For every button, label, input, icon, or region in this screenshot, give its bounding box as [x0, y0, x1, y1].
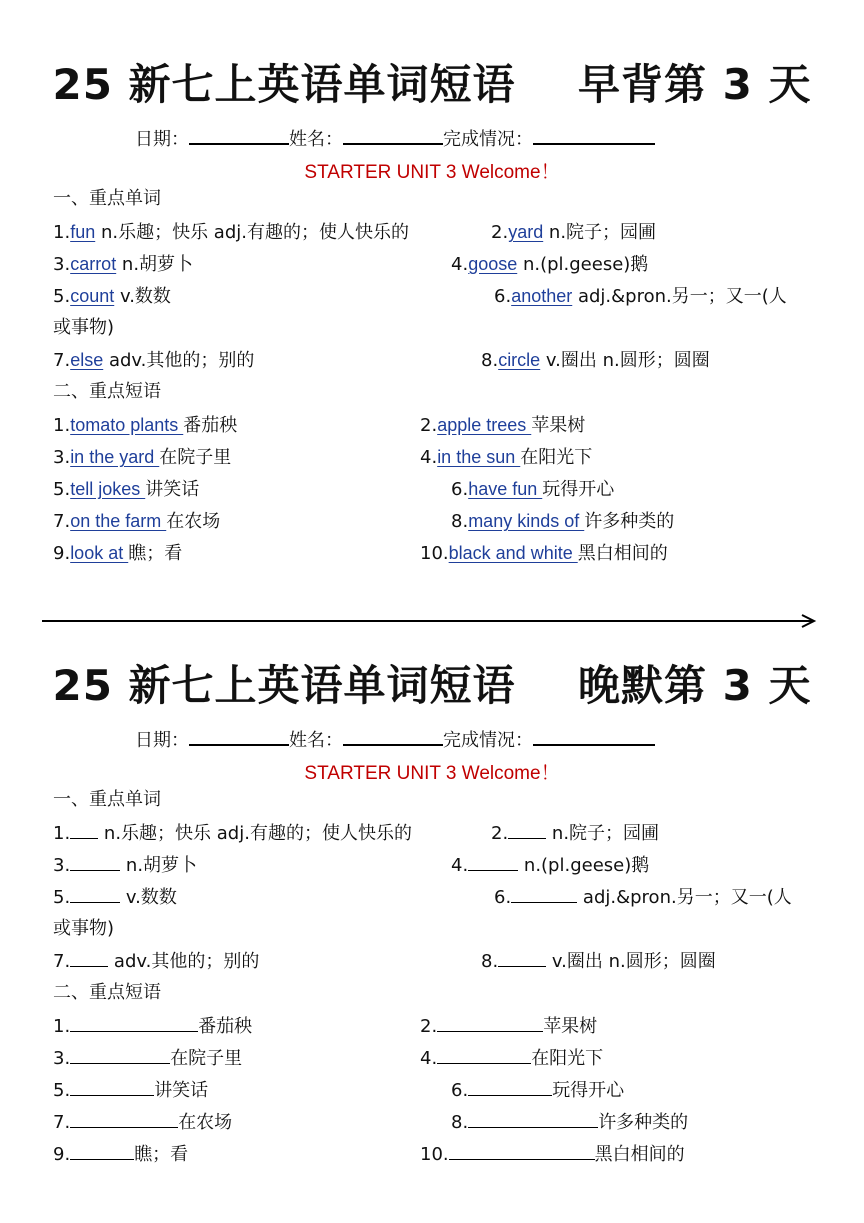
morning-phrase-5 — [53, 480, 199, 499]
evening-word-3 — [53, 856, 197, 875]
definition: v.圈出 n.圆形；圆圈 — [546, 951, 716, 972]
answer-blank[interactable] — [508, 824, 546, 839]
item-number: 5. — [53, 887, 71, 908]
name-label: 姓名： — [289, 129, 343, 150]
morning-unit-title: STARTER UNIT 3 Welcome！ — [304, 162, 560, 183]
definition: 在阳光下 — [531, 1048, 604, 1069]
answer-blank[interactable] — [511, 888, 577, 903]
answer-blank[interactable] — [437, 1017, 543, 1032]
item-number: 7. — [53, 511, 71, 532]
morning-phrase-3 — [53, 448, 231, 467]
definition: 黑白相间的 — [594, 1144, 685, 1165]
item-number: 3. — [53, 254, 71, 275]
answer-blank[interactable] — [70, 952, 108, 967]
item-number: 5. — [53, 479, 71, 500]
answer-blank[interactable] — [468, 1113, 598, 1128]
item-number: 6. — [451, 479, 469, 500]
definition: 瞧；看 — [134, 1144, 189, 1165]
definition: 番茄秧 — [198, 1016, 253, 1037]
item-number: 7. — [53, 1112, 71, 1133]
definition: 在农场 — [166, 511, 221, 532]
item-number: 4. — [451, 855, 469, 876]
item-number: 4. — [451, 254, 469, 275]
item-number: 3. — [53, 447, 71, 468]
status-field[interactable] — [533, 127, 655, 145]
answer-blank[interactable] — [437, 1049, 531, 1064]
divider-arrow-icon — [42, 612, 822, 630]
item-number: 4. — [420, 447, 438, 468]
definition: n.(pl.geese)鹅 — [517, 254, 649, 275]
answer-text: count — [70, 286, 115, 306]
answer-blank[interactable] — [70, 1113, 178, 1128]
morning-word-2 — [491, 223, 656, 242]
answer-blank[interactable] — [70, 888, 120, 903]
date-label: 日期： — [135, 129, 189, 150]
answer-text: circle — [498, 350, 541, 370]
item-number: 6. — [451, 1080, 469, 1101]
definition: n.胡萝卜 — [116, 254, 194, 275]
item-number: 6. — [494, 286, 512, 307]
item-number: 9. — [53, 1144, 71, 1165]
answer-text: on the farm — [70, 511, 167, 531]
item-number: 10. — [420, 1144, 449, 1165]
answer-blank[interactable] — [70, 856, 120, 871]
definition: 在院子里 — [170, 1048, 243, 1069]
morning-phrase-7 — [53, 512, 220, 531]
morning-word-6-continued — [53, 319, 114, 337]
morning-phrase-2 — [420, 416, 585, 435]
item-number: 2. — [491, 823, 509, 844]
morning-word-6 — [494, 287, 787, 306]
definition: 黑白相间的 — [577, 543, 668, 564]
definition: 在院子里 — [159, 447, 232, 468]
answer-blank[interactable] — [498, 952, 546, 967]
evening-phrase-5 — [53, 1081, 208, 1100]
definition: 玩得开心 — [552, 1080, 625, 1101]
answer-blank[interactable] — [70, 824, 98, 839]
definition: 玩得开心 — [542, 479, 615, 500]
evening-word-7 — [53, 952, 259, 971]
definition: n.胡萝卜 — [120, 855, 198, 876]
item-number: 8. — [481, 350, 499, 371]
answer-blank[interactable] — [70, 1081, 154, 1096]
morning-phrase-6 — [451, 480, 614, 499]
definition: n.(pl.geese)鹅 — [518, 855, 650, 876]
item-number: 3. — [53, 1048, 71, 1069]
definition: 讲笑话 — [145, 479, 200, 500]
item-number: 1. — [53, 1016, 71, 1037]
item-number: 10. — [420, 543, 449, 564]
date-field[interactable] — [189, 127, 289, 145]
answer-text: carrot — [70, 254, 117, 274]
definition: 番茄秧 — [183, 415, 238, 436]
item-number: 6. — [494, 887, 512, 908]
evening-word-4 — [451, 856, 649, 875]
evening-phrase-7 — [53, 1113, 232, 1132]
item-number: 8. — [451, 511, 469, 532]
item-number: 8. — [451, 1112, 469, 1133]
morning-phrase-1 — [53, 416, 237, 435]
name-label: 姓名： — [289, 730, 343, 751]
evening-phrase-2 — [420, 1017, 597, 1036]
item-number: 7. — [53, 951, 71, 972]
answer-text: apple trees — [437, 415, 532, 435]
definition: 在阳光下 — [520, 447, 593, 468]
morning-word-8 — [481, 351, 710, 370]
morning-word-1 — [53, 223, 409, 242]
definition: 苹果树 — [531, 415, 586, 436]
item-number: 5. — [53, 1080, 71, 1101]
definition: 苹果树 — [543, 1016, 598, 1037]
morning-meta — [135, 125, 655, 151]
definition: adj.&pron.另一；又一(人 — [572, 286, 787, 307]
answer-text: another — [511, 286, 573, 306]
morning-phrase-9 — [53, 544, 182, 563]
answer-blank[interactable] — [468, 856, 518, 871]
evening-phrase-1 — [53, 1017, 252, 1036]
definition: adv.其他的；别的 — [108, 951, 260, 972]
definition: n.乐趣；快乐 adj.有趣的；使人快乐的 — [95, 222, 409, 243]
definition: 或事物) — [53, 918, 115, 939]
date-field[interactable] — [189, 728, 289, 746]
evening-word-2 — [491, 824, 659, 843]
definition: v.数数 — [114, 286, 171, 307]
evening-phrase-6 — [451, 1081, 624, 1100]
name-field[interactable] — [343, 127, 443, 145]
date-label: 日期： — [135, 730, 189, 751]
morning-word-4 — [451, 255, 648, 274]
definition: 许多种类的 — [584, 511, 675, 532]
definition: 瞧；看 — [128, 543, 183, 564]
morning-phrase-4 — [420, 448, 592, 467]
morning-word-3 — [53, 255, 193, 274]
evening-word-6-continued — [53, 920, 114, 938]
definition: 讲笑话 — [154, 1080, 209, 1101]
evening-phrase-9 — [53, 1145, 188, 1164]
status-field[interactable] — [533, 728, 655, 746]
answer-text: else — [70, 350, 104, 370]
morning-word-5 — [53, 287, 171, 306]
item-number: 2. — [491, 222, 509, 243]
definition: adv.其他的；别的 — [103, 350, 255, 371]
evening-words-heading: 一、重点单词 — [53, 789, 161, 810]
answer-blank[interactable] — [70, 1017, 198, 1032]
answer-blank[interactable] — [468, 1081, 552, 1096]
evening-phrase-3 — [53, 1049, 242, 1068]
status-label: 完成情况： — [443, 730, 533, 751]
evening-phrase-10 — [420, 1145, 685, 1164]
status-label: 完成情况： — [443, 129, 533, 150]
definition: n.乐趣；快乐 adj.有趣的；使人快乐的 — [98, 823, 412, 844]
answer-text: fun — [70, 222, 96, 242]
morning-phrase-10 — [420, 544, 668, 563]
item-number: 3. — [53, 855, 71, 876]
item-number: 1. — [53, 823, 71, 844]
answer-text: black and white — [448, 543, 578, 563]
morning-phrases-heading: 二、重点短语 — [53, 381, 161, 402]
definition: n.院子；园圃 — [546, 823, 660, 844]
answer-text: yard — [508, 222, 544, 242]
definition: v.圈出 n.圆形；圆圈 — [540, 350, 710, 371]
evening-unit-title: STARTER UNIT 3 Welcome！ — [304, 763, 560, 784]
definition: 在农场 — [178, 1112, 233, 1133]
evening-word-1 — [53, 824, 412, 843]
evening-word-5 — [53, 888, 177, 907]
item-number: 2. — [420, 1016, 438, 1037]
evening-phrase-8 — [451, 1113, 688, 1132]
morning-title: 25 新七上英语单词短语 早背第 3 天 — [52, 60, 812, 109]
morning-words-heading: 一、重点单词 — [53, 188, 161, 209]
item-number: 1. — [53, 222, 71, 243]
evening-word-6 — [494, 888, 792, 907]
evening-phrase-4 — [420, 1049, 603, 1068]
definition: 或事物) — [53, 317, 115, 338]
definition: n.院子；园圃 — [543, 222, 657, 243]
answer-text: look at — [70, 543, 129, 563]
answer-text: goose — [468, 254, 518, 274]
answer-text: many kinds of — [468, 511, 585, 531]
answer-blank[interactable] — [70, 1049, 170, 1064]
answer-blank[interactable] — [449, 1145, 595, 1160]
evening-meta — [135, 726, 655, 752]
answer-text: in the yard — [70, 447, 160, 467]
answer-text: tomato plants — [70, 415, 184, 435]
name-field[interactable] — [343, 728, 443, 746]
item-number: 2. — [420, 415, 438, 436]
item-number: 1. — [53, 415, 71, 436]
answer-blank[interactable] — [70, 1145, 134, 1160]
answer-text: in the sun — [437, 447, 521, 467]
item-number: 5. — [53, 286, 71, 307]
definition: v.数数 — [120, 887, 177, 908]
morning-word-7 — [53, 351, 254, 370]
evening-word-8 — [481, 952, 716, 971]
answer-text: have fun — [468, 479, 543, 499]
morning-phrase-8 — [451, 512, 674, 531]
item-number: 8. — [481, 951, 499, 972]
answer-text: tell jokes — [70, 479, 146, 499]
evening-title: 25 新七上英语单词短语 晚默第 3 天 — [52, 661, 812, 710]
item-number: 7. — [53, 350, 71, 371]
evening-phrases-heading: 二、重点短语 — [53, 982, 161, 1003]
item-number: 4. — [420, 1048, 438, 1069]
definition: 许多种类的 — [598, 1112, 689, 1133]
definition: adj.&pron.另一；又一(人 — [577, 887, 792, 908]
item-number: 9. — [53, 543, 71, 564]
